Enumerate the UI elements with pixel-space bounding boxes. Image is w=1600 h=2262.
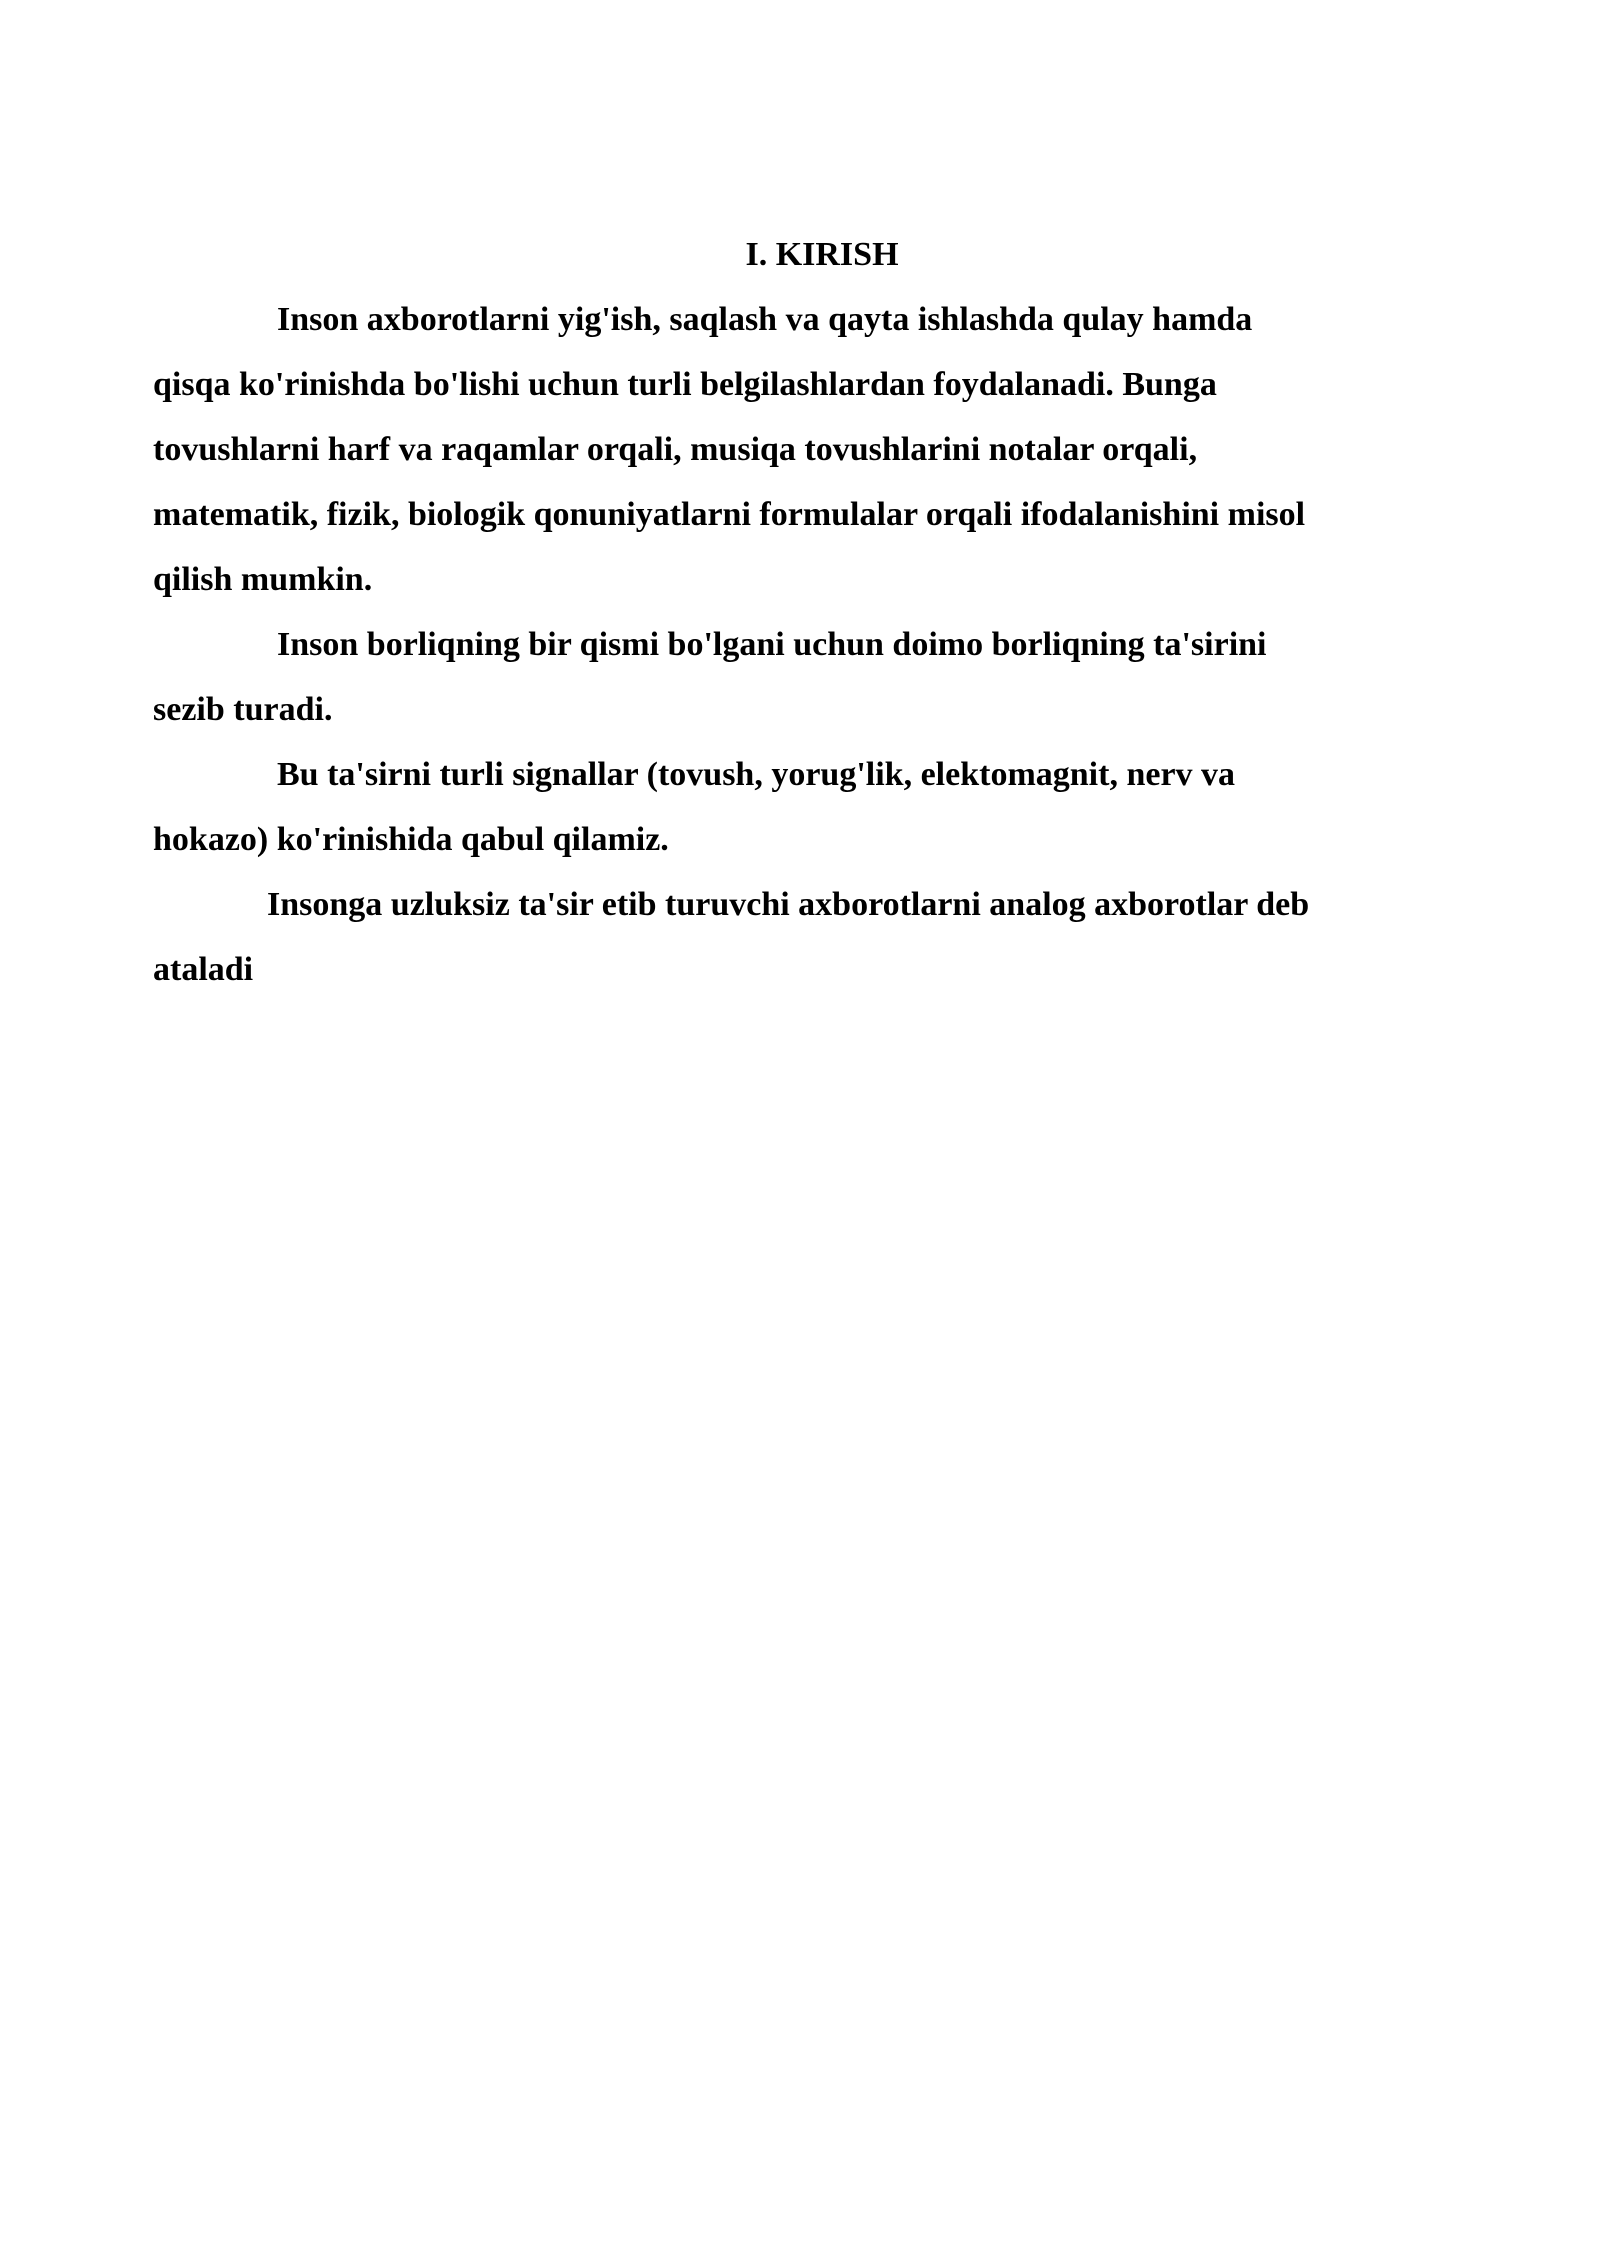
paragraph-1-line-2: qisqa ko'rinishda bo'lishi uchun turli belgilashlardan foydalanadi. Bunga [153, 366, 1217, 403]
section-heading: I. KIRISH [745, 236, 899, 273]
paragraph-2 [153, 612, 1443, 742]
paragraph-4 [153, 872, 1443, 1002]
paragraph-3-line-1: Bu ta'sirni turli signallar (tovush, yorug'lik, elektomagnit, nerv va [277, 756, 1236, 793]
paragraph-3 [153, 742, 1443, 872]
paragraph-1-line-5: qilish mumkin. [153, 561, 373, 598]
paragraph-1-line-1: Inson axborotlarni yig'ish, saqlash va qayta ishlashda qulay hamda [277, 301, 1253, 338]
document-body [153, 222, 1443, 1002]
paragraph-1 [153, 287, 1443, 612]
paragraph-1-line-4: matematik, fizik, biologik qonuniyatlarni formulalar orqali ifodalanishini misol [153, 496, 1306, 533]
paragraph-4-line-1: Insonga uzluksiz ta'sir etib turuvchi axborotlarni analog axborotlar deb [267, 886, 1310, 923]
paragraph-2-line-2: sezib turadi. [153, 691, 333, 728]
paragraph-4-line-2: ataladi [153, 951, 254, 988]
paragraph-2-line-1: Inson borliqning bir qismi bo'lgani uchun doimo borliqning ta'sirini [277, 626, 1267, 663]
paragraph-1-line-3: tovushlarni harf va raqamlar orqali, musiqa tovushlarini notalar orqali, [153, 431, 1198, 468]
paragraph-3-line-2: hokazo) ko'rinishida qabul qilamiz. [153, 821, 669, 858]
